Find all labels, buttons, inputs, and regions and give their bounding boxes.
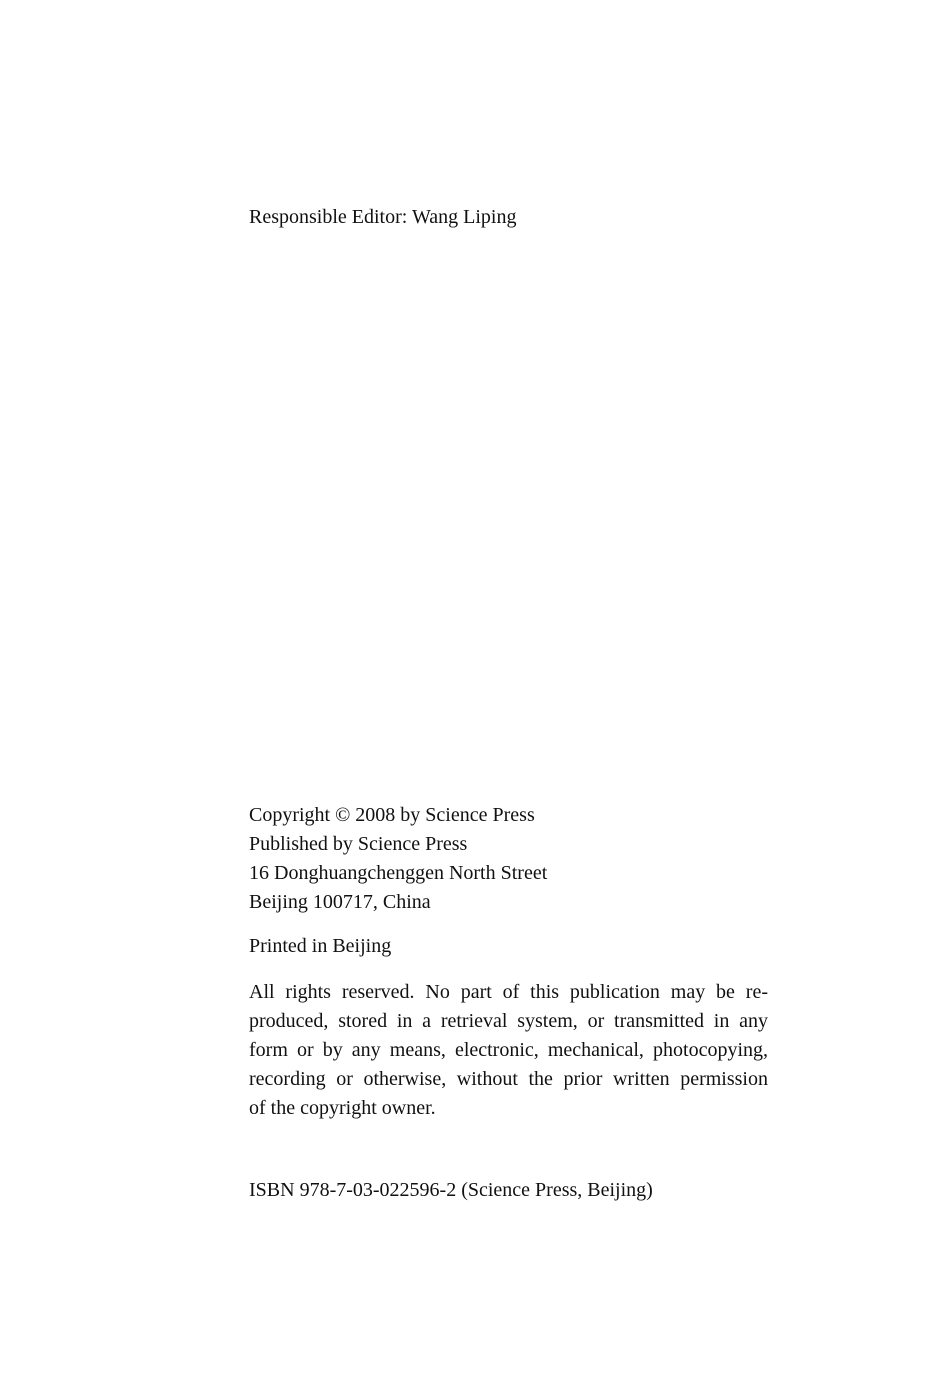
rights-statement xyxy=(249,978,768,1123)
publisher-line: Published by Science Press xyxy=(249,833,468,855)
copyright-notice: Copyright © 2008 by Science Press xyxy=(249,804,535,826)
isbn: ISBN 978-7-03-022596-2 (Science Press, Beijing) xyxy=(249,1179,653,1201)
copyright-block xyxy=(249,801,547,917)
publisher-city: Beijing 100717, China xyxy=(249,891,431,913)
responsible-editor: Responsible Editor: Wang Liping xyxy=(249,206,517,228)
printed-location: Printed in Beijing xyxy=(249,935,392,957)
rights-line: produced, stored in a retrieval system, or transmitted in any xyxy=(249,1010,768,1032)
rights-line: of the copyright owner. xyxy=(249,1097,436,1119)
rights-line: form or by any means, electronic, mechanical, photocopying, xyxy=(249,1039,768,1061)
rights-line: All rights reserved. No part of this publication may be re- xyxy=(249,981,768,1003)
rights-line: recording or otherwise, without the prior written permission xyxy=(249,1068,768,1090)
publisher-street: 16 Donghuangchenggen North Street xyxy=(249,862,548,884)
